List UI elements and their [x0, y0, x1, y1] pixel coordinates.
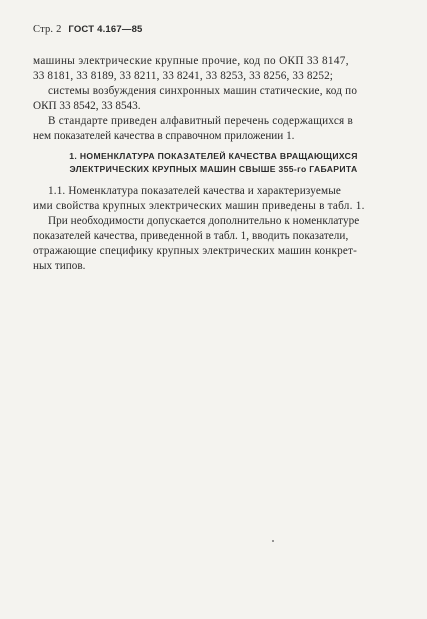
- section-line: показателей качества, приведенной в табл. 1, вводить показатели,: [33, 230, 349, 242]
- section-line: ных типов.: [33, 260, 86, 272]
- page-number: Стр. 2: [33, 24, 62, 35]
- section-line: ими свойства крупных электрических машин приведены в табл. 1.: [33, 200, 365, 212]
- section-line: При необходимости допускается дополнительно к номенклатуре: [48, 215, 360, 227]
- intro-line: 33 8181, 33 8189, 33 8211, 33 8241, 33 8253, 33 8256, 33 8252;: [33, 70, 334, 82]
- intro-line: системы возбуждения синхронных машин статические, код по: [48, 85, 358, 97]
- standard-code: ГОСТ 4.167—85: [68, 24, 143, 35]
- intro-line: нем показателей качества в справочном приложении 1.: [33, 130, 295, 142]
- section-line: отражающие специфику крупных электрических машин конкрет-: [33, 245, 358, 257]
- page-header: [33, 24, 143, 35]
- intro-line: В стандарте приведен алфавитный перечень содержащихся в: [48, 115, 354, 127]
- intro-line: ОКП 33 8542, 33 8543.: [33, 100, 141, 112]
- section-heading-line: 1. НОМЕНКЛАТУРА ПОКАЗАТЕЛЕЙ КАЧЕСТВА ВРАЩАЮЩИХСЯ: [69, 151, 358, 161]
- scan-speck: [272, 540, 274, 542]
- intro-line: машины электрические крупные прочие, код по ОКП 33 8147,: [33, 55, 349, 67]
- section-line: 1.1. Номенклатура показателей качества и характеризуемые: [48, 185, 341, 197]
- section-heading-line: ЭЛЕКТРИЧЕСКИХ КРУПНЫХ МАШИН СВЫШЕ 355-го ГАБАРИТА: [69, 164, 358, 174]
